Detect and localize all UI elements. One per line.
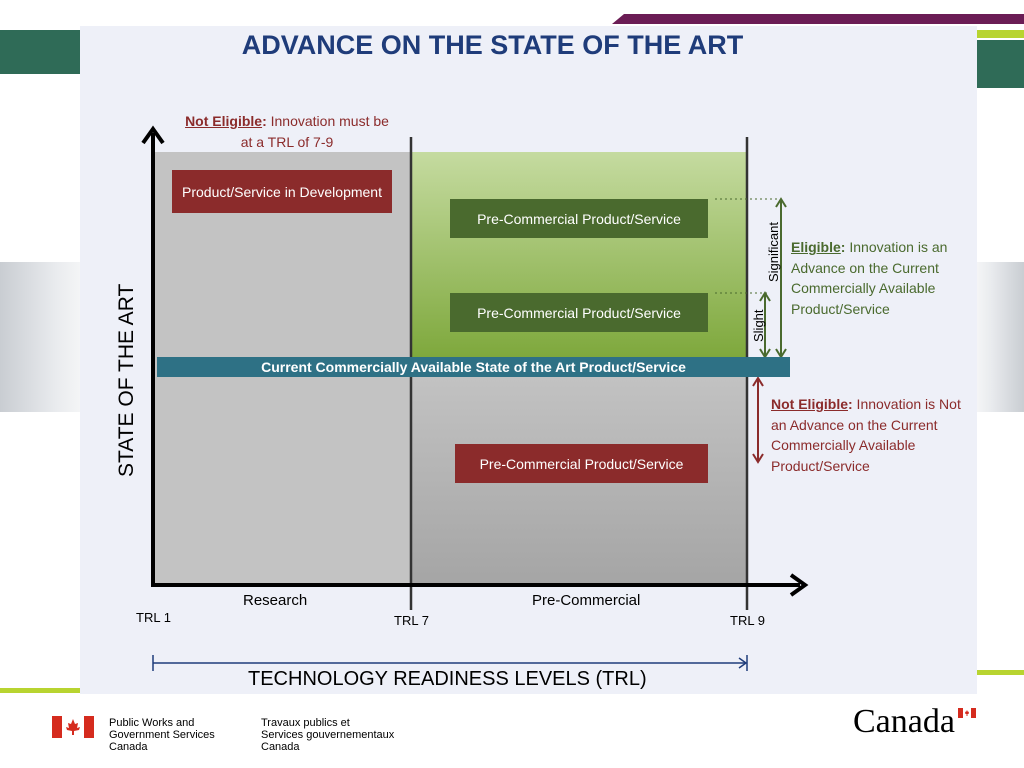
research-label: Research [243,592,308,609]
trl7-label: TRL 7 [394,613,429,628]
y-axis-label: STATE OF THE ART [115,283,138,477]
not-eligible-bottom-note: Not Eligible: Innovation is Not an Advance on the Current Commercially Available Product/Service [771,396,961,474]
precommercial-mid-box: Pre-Commercial Product/Service [450,293,708,332]
wordmark-flag-icon [958,708,976,718]
trl9-label: TRL 9 [730,613,765,628]
dept-name-fr: Travaux publics et Services gouvernementaux Canada [261,717,395,753]
pre-commercial-label: Pre-Commercial [532,592,641,609]
eligible-note: Eligible: Innovation is an Advance on the Current Commercially Available Product/Service [791,239,948,317]
development-box: Product/Service in Development [172,170,392,213]
precommercial-top-box: Pre-Commercial Product/Service [450,199,708,238]
canada-wordmark: Canada [853,703,955,740]
x-axis-label: TECHNOLOGY READINESS LEVELS (TRL) [248,668,647,690]
slight-label: Slight [751,309,766,342]
not-eligible-top-note: Not Eligible: Innovation must be at a TRL of 7-9 [185,113,389,150]
trl1-label: TRL 1 [136,610,171,625]
current-state-bar: Current Commercially Available State of the Art Product/Service [157,357,790,377]
slide-title: ADVANCE ON THE STATE OF THE ART [241,30,744,60]
dept-name-en: Public Works and Government Services Canada [109,717,215,753]
precommercial-low-box: Pre-Commercial Product/Service [455,444,708,483]
canada-flag-icon [52,716,94,738]
significant-label: Significant [766,222,781,282]
